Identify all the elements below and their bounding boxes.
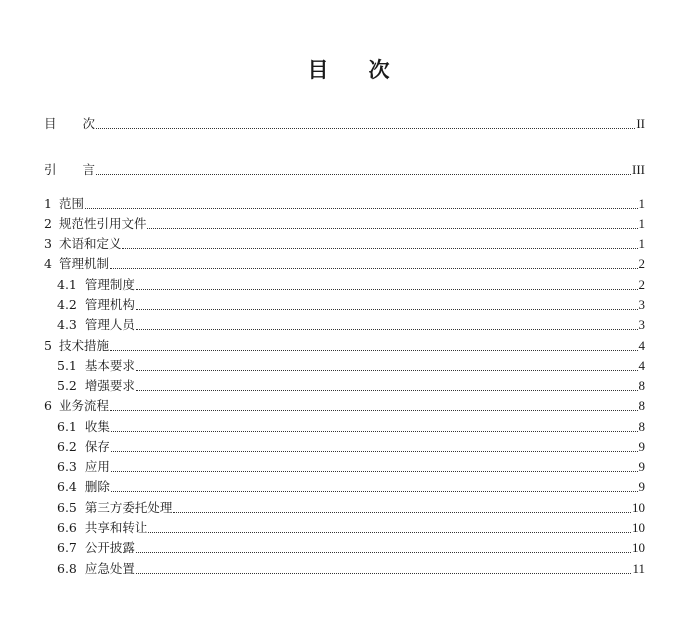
label-char: 引 [44, 162, 57, 177]
dot-leader [110, 396, 638, 416]
toc-entry-s4-2[interactable] [57, 295, 645, 315]
toc-entry-s6-1[interactable] [57, 417, 645, 437]
dot-leader [85, 194, 638, 214]
toc-entry-label: 应用 [84, 459, 110, 474]
dot-leader [148, 518, 631, 538]
toc-entry-s1[interactable] [44, 194, 645, 214]
dot-leader [111, 457, 638, 477]
toc-entry-page-number: 8 [638, 378, 645, 393]
dot-leader [110, 254, 638, 274]
toc-entry-page-number: 4 [638, 338, 645, 353]
toc-entry-front-intro[interactable] [44, 160, 645, 180]
toc-entry-page-number: 9 [638, 459, 645, 474]
toc-entry-number: 6.8 [57, 561, 77, 576]
title-char-1: 目 [307, 58, 329, 82]
toc-entry-number: 6.7 [57, 540, 77, 555]
label-char: 次 [82, 116, 96, 131]
toc-entry-label: 增强要求 [84, 378, 135, 393]
dot-leader [122, 234, 637, 254]
toc-entry-label: 公开披露 [84, 540, 135, 555]
toc-entry-label: 应急处置 [84, 561, 135, 576]
toc-entry-number: 4.2 [57, 297, 77, 312]
dot-leader [110, 336, 638, 356]
dot-leader [173, 498, 631, 518]
toc-entry-number: 2 [44, 216, 52, 231]
dot-leader [136, 356, 638, 376]
toc-entry-number: 6.6 [57, 520, 77, 535]
toc-entry-label: 技术措施 [58, 338, 109, 353]
dot-leader [111, 477, 638, 497]
toc-entry-s5-1[interactable] [57, 356, 645, 376]
toc-entry-number: 1 [44, 196, 52, 211]
dot-leader [136, 538, 631, 558]
toc-entry-page-number: III [632, 162, 645, 177]
toc-entry-label: 业务流程 [58, 398, 109, 413]
toc-entry-page-number: 11 [632, 561, 645, 576]
toc-entry-label: 共享和转让 [84, 520, 148, 535]
toc-entry-s5[interactable] [44, 336, 645, 356]
toc-entry-page-number: 10 [632, 520, 645, 535]
toc-entry-page-number: 9 [638, 479, 645, 494]
dot-leader [96, 114, 635, 134]
toc-entry-s6-6[interactable] [57, 518, 645, 538]
toc-entry-page-number: 3 [638, 317, 645, 332]
dot-leader [111, 437, 638, 457]
toc-entry-page-number: 10 [632, 540, 645, 555]
toc-entry-s6[interactable] [44, 396, 645, 416]
label-char: 言 [82, 162, 96, 177]
toc-entry-s6-7[interactable] [57, 538, 645, 558]
dot-leader [136, 275, 638, 295]
toc-entry-label: 范围 [58, 196, 84, 211]
dot-leader [136, 295, 638, 315]
toc-entry-s4[interactable] [44, 254, 645, 274]
toc-entry-label: 收集 [84, 419, 110, 434]
toc-entry-s4-1[interactable] [57, 275, 645, 295]
toc-entry-page-number: 1 [638, 236, 645, 251]
toc-entry-label: 管理机构 [84, 297, 135, 312]
page-title [0, 54, 697, 84]
dot-leader [147, 214, 637, 234]
toc-entry-front-toc[interactable] [44, 114, 645, 134]
toc-entry-s6-2[interactable] [57, 437, 645, 457]
toc-entry-number: 4.3 [57, 317, 77, 332]
toc-entry-number: 3 [44, 236, 52, 251]
toc-entry-s3[interactable] [44, 234, 645, 254]
toc-entry-label [44, 160, 95, 180]
toc-entry-number: 6.1 [57, 419, 77, 434]
toc-entry-label: 保存 [84, 439, 110, 454]
label-char: 目 [44, 116, 57, 131]
toc-entry-page-number: 10 [632, 500, 645, 515]
toc-entry-label [44, 114, 95, 134]
dot-leader [136, 559, 632, 579]
toc-entry-s6-3[interactable] [57, 457, 645, 477]
toc-entry-number: 6.4 [57, 479, 77, 494]
toc-entry-page-number: 8 [638, 419, 645, 434]
toc-entry-label: 第三方委托处理 [84, 500, 173, 515]
toc-entry-label: 术语和定义 [58, 236, 122, 251]
toc-entry-label: 规范性引用文件 [58, 216, 147, 231]
dot-leader [136, 315, 638, 335]
toc-entry-s2[interactable] [44, 214, 645, 234]
toc-entry-label: 管理制度 [84, 277, 135, 292]
toc-entry-label: 删除 [84, 479, 110, 494]
title-char-2: 次 [368, 58, 390, 82]
toc-entry-label: 基本要求 [84, 358, 135, 373]
toc-entry-page-number: II [636, 116, 645, 131]
toc-entry-number: 6.2 [57, 439, 77, 454]
toc-entry-number: 6 [44, 398, 52, 413]
toc-entry-number: 6.3 [57, 459, 77, 474]
toc-entry-page-number: 1 [638, 196, 645, 211]
toc-entry-page-number: 4 [638, 358, 645, 373]
toc-entry-s6-8[interactable] [57, 559, 645, 579]
toc-entry-s6-5[interactable] [57, 498, 645, 518]
toc-entry-number: 4.1 [57, 277, 77, 292]
toc-entry-number: 5.1 [57, 358, 77, 373]
toc-entry-number: 6.5 [57, 500, 77, 515]
toc-entry-s4-3[interactable] [57, 315, 645, 335]
toc-entry-page-number: 9 [638, 439, 645, 454]
dot-leader [111, 417, 638, 437]
toc-entry-number: 4 [44, 256, 52, 271]
toc-entry-s6-4[interactable] [57, 477, 645, 497]
toc-entry-page-number: 2 [638, 256, 645, 271]
toc-entry-label: 管理人员 [84, 317, 135, 332]
toc-entry-page-number: 8 [638, 398, 645, 413]
toc-entry-number: 5 [44, 338, 52, 353]
toc-entry-label: 管理机制 [58, 256, 109, 271]
toc-entry-page-number: 2 [638, 277, 645, 292]
toc-entry-s5-2[interactable] [57, 376, 645, 396]
dot-leader [96, 160, 631, 180]
toc-entry-page-number: 1 [638, 216, 645, 231]
toc-entry-page-number: 3 [638, 297, 645, 312]
dot-leader [136, 376, 638, 396]
toc-entry-number: 5.2 [57, 378, 77, 393]
